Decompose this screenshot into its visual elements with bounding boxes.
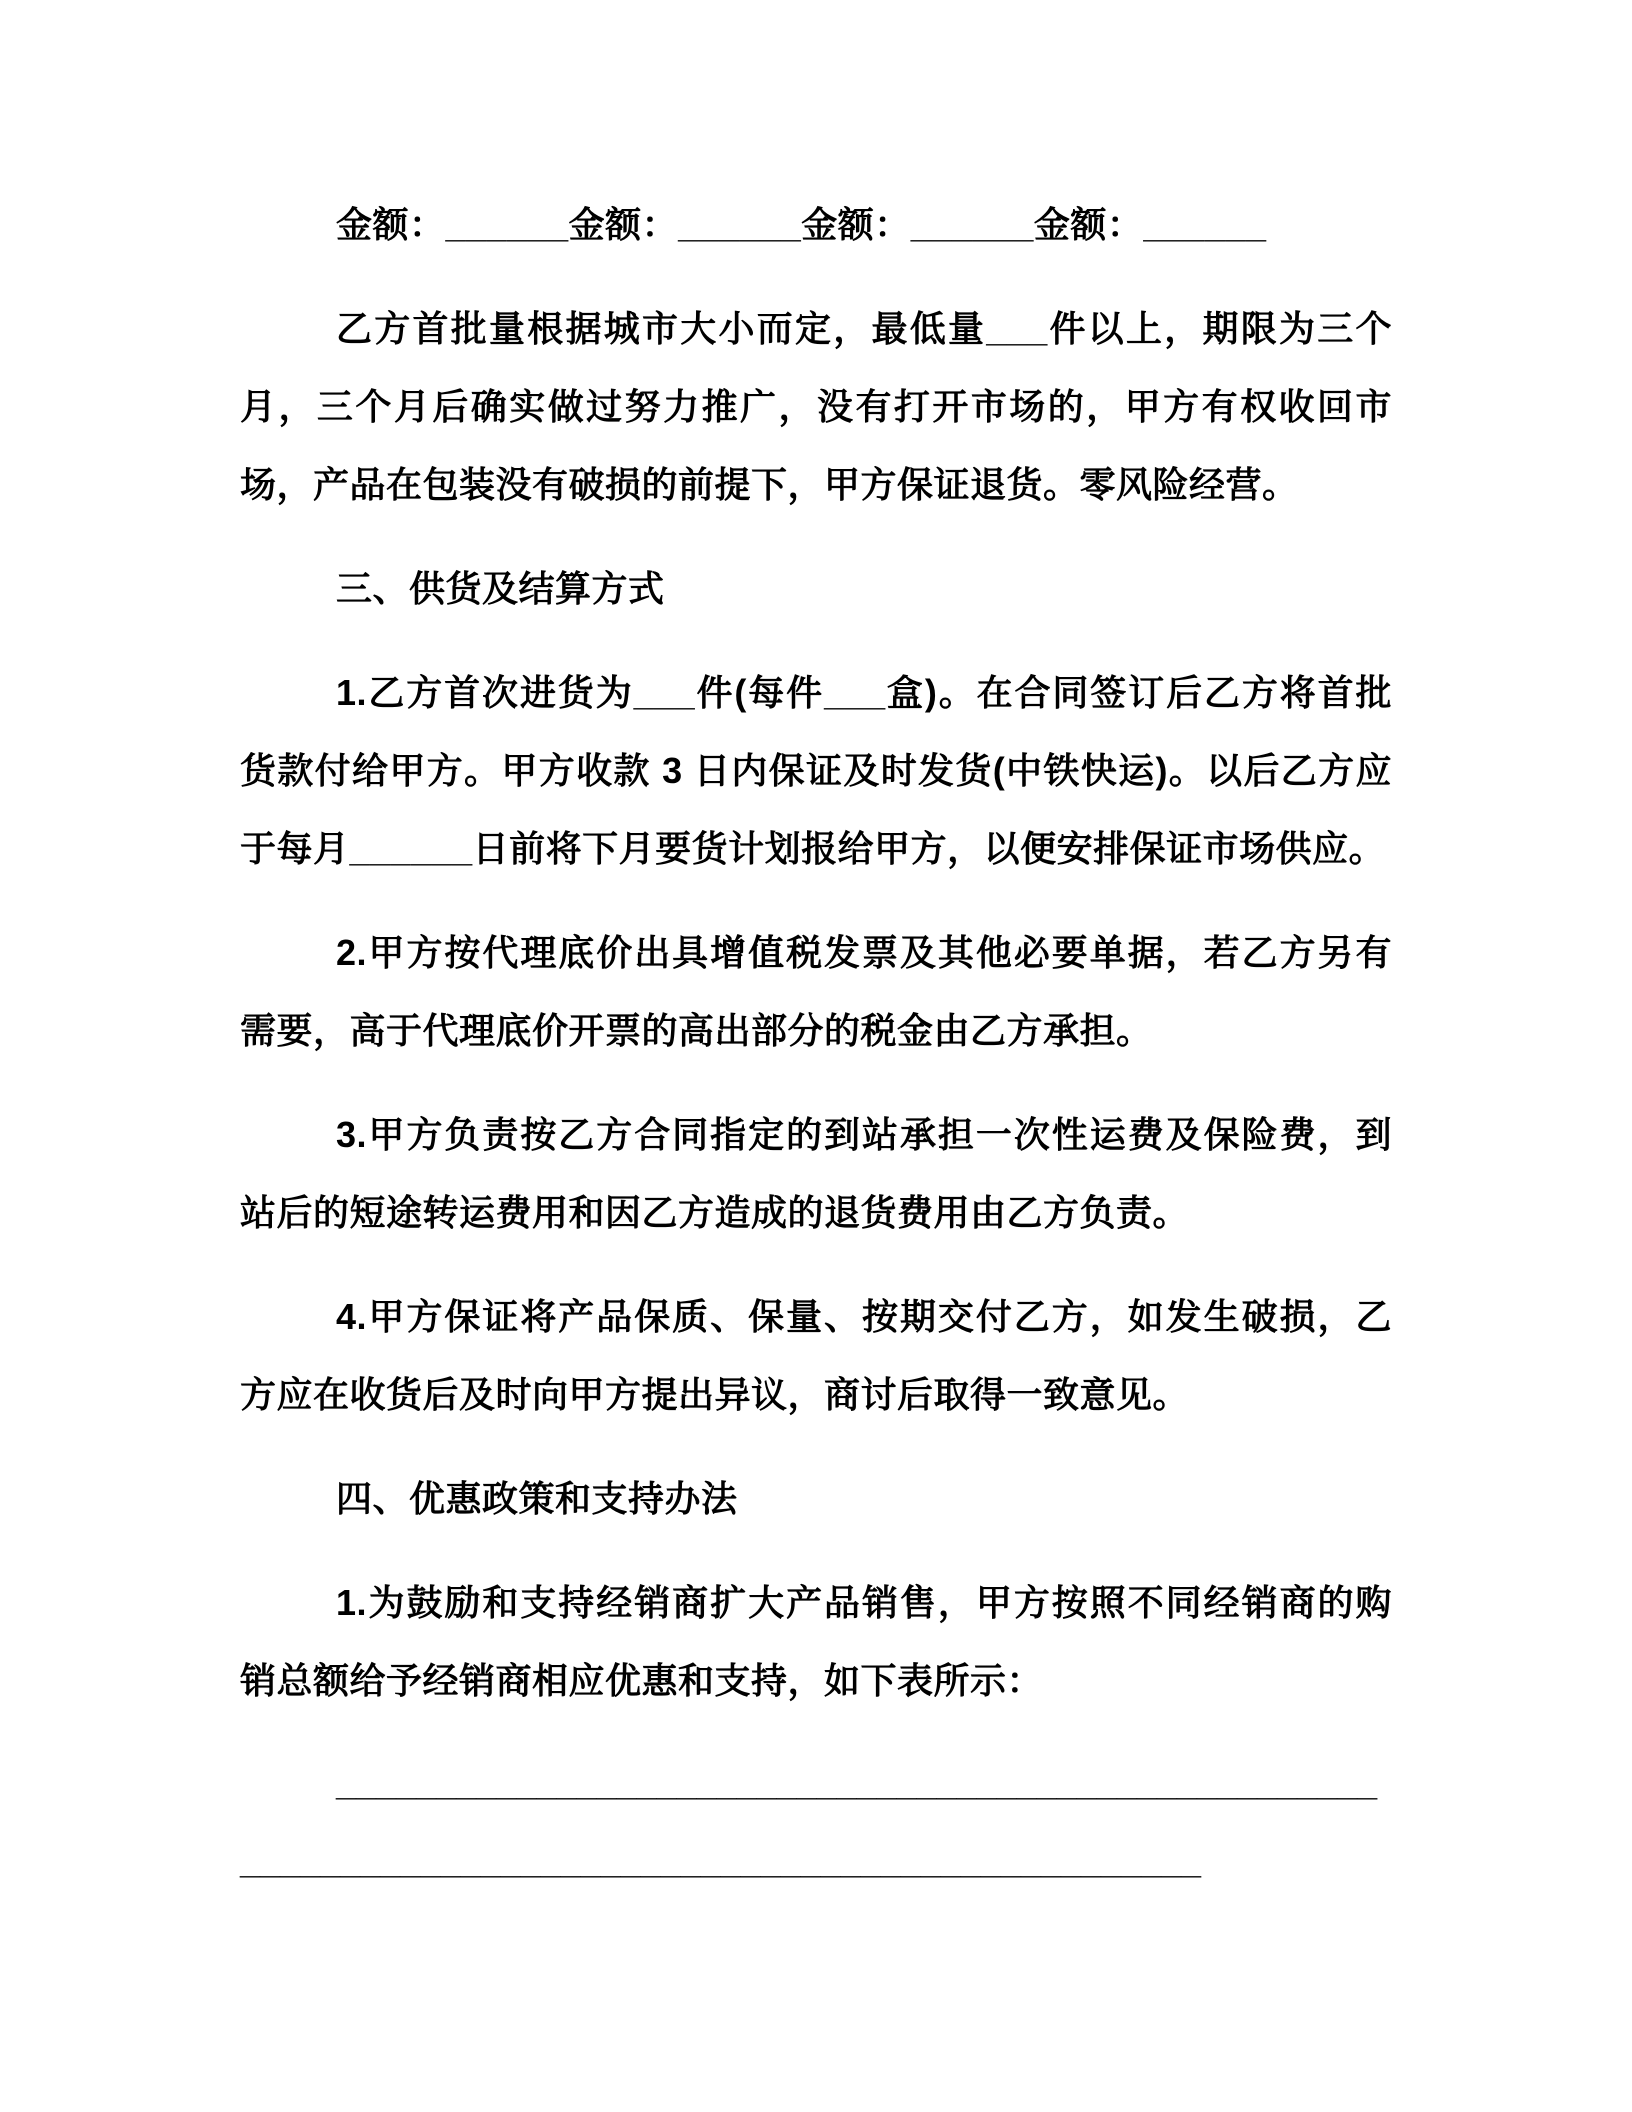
- text-line: 场，产品在包装没有破损的前提下，甲方保证退货。零风险经营。: [240, 464, 1299, 505]
- heading-discount-policy: [240, 1460, 1392, 1538]
- paragraph-first-order: [240, 654, 1392, 888]
- text-line: 1.为鼓励和支持经销商扩大产品销售，甲方按照不同经销商的购: [336, 1582, 1392, 1623]
- section-heading: 四、优惠政策和支持办法: [336, 1478, 738, 1519]
- text-line: 方应在收货后及时向甲方提出异议，商讨后取得一致意见。: [240, 1374, 1190, 1415]
- text-line: 站后的短途转运费用和因乙方造成的退货费用由乙方负责。: [240, 1192, 1190, 1233]
- text-line: 于每月______日前将下月要货计划报给甲方，以便安排保证市场供应。: [240, 828, 1386, 869]
- paragraph-incentive: [240, 1564, 1392, 1720]
- text-line: 2.甲方按代理底价出具增值税发票及其他必要单据，若乙方另有: [336, 932, 1392, 973]
- text-line: 乙方首批量根据城市大小而定，最低量___件以上，期限为三个: [336, 308, 1392, 349]
- section-heading: 三、供货及结算方式: [336, 568, 665, 609]
- heading-supply-settlement: [240, 550, 1392, 628]
- text-line: 1.乙方首次进货为___件(每件___盒)。在合同签订后乙方将首批: [336, 672, 1392, 713]
- blank-table-line: ________________________________________________: [240, 1840, 1202, 1881]
- text-line: 3.甲方负责按乙方合同指定的到站承担一次性运费及保险费，到: [336, 1114, 1392, 1155]
- text-line: 月，三个月后确实做过努力推广，没有打开市场的，甲方有权收回市: [240, 386, 1392, 427]
- table-placeholder-lines: [240, 1744, 1392, 1900]
- amount-fill-line: 金额：______金额：______金额：______金额：______: [336, 204, 1267, 245]
- blank-table-line: ____________________________________________________: [336, 1762, 1378, 1803]
- text-line: 销总额给予经销商相应优惠和支持，如下表所示：: [240, 1660, 1044, 1701]
- paragraph-quality: [240, 1278, 1392, 1434]
- paragraph-freight: [240, 1096, 1392, 1252]
- paragraph-invoice: [240, 914, 1392, 1070]
- amount-fill-paragraph: [240, 186, 1392, 264]
- paragraph-first-batch: [240, 290, 1392, 524]
- text-line: 4.甲方保证将产品保质、保量、按期交付乙方，如发生破损，乙: [336, 1296, 1392, 1337]
- text-line: 货款付给甲方。甲方收款 3 日内保证及时发货(中铁快运)。以后乙方应: [240, 750, 1392, 791]
- text-line: 需要，高于代理底价开票的高出部分的税金由乙方承担。: [240, 1010, 1153, 1051]
